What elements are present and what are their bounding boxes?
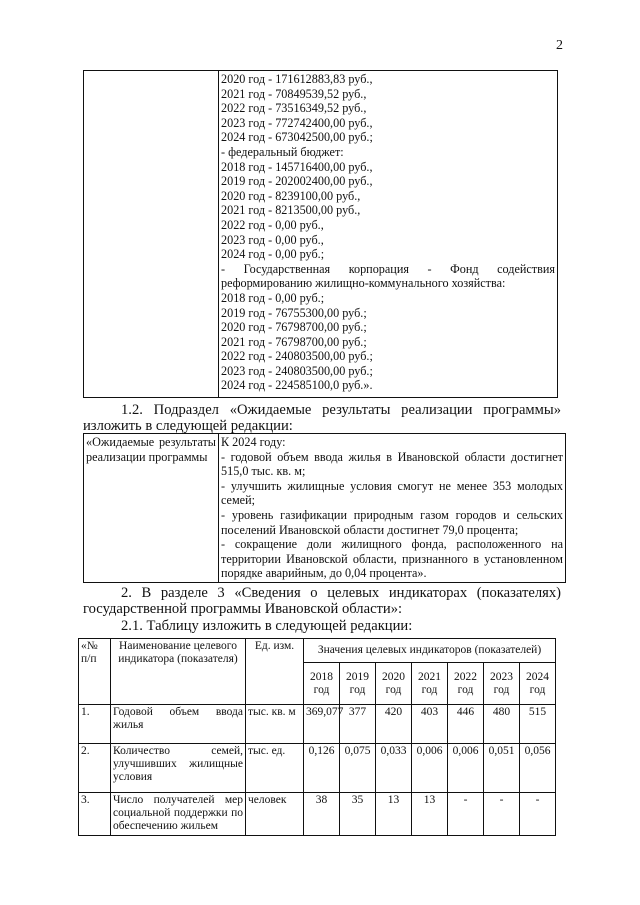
- funding-label-cell: [84, 71, 219, 398]
- row-num: 1.: [79, 705, 111, 744]
- header-unit: Ед. изм.: [246, 639, 304, 705]
- row-value: 403: [412, 705, 448, 744]
- row-value: 0,126: [304, 744, 340, 793]
- indicators-table: [78, 638, 556, 836]
- funding-line: 2021 год - 8213500,00 руб.,: [221, 203, 361, 218]
- row-value: 377: [340, 705, 376, 744]
- row-unit: тыс. ед.: [246, 744, 304, 793]
- row-name: Годовой объем ввода жилья: [111, 705, 246, 744]
- header-year: 2022 год: [448, 663, 484, 705]
- page-number: 2: [556, 38, 563, 53]
- row-name: Число получателей мер социальной поддержки по обеспечению жильем: [111, 793, 246, 836]
- header-year: 2021 год: [412, 663, 448, 705]
- section-2-1: 2.1. Таблицу изложить в следующей редакции:: [121, 618, 413, 634]
- section-2: 2. В разделе 3 «Сведения о целевых индикаторах (показателях) государственной программы Ивановской области»:: [83, 585, 561, 617]
- funding-line: 2021 год - 76798700,00 руб.;: [221, 334, 367, 349]
- row-value: 0,006: [448, 744, 484, 793]
- results-lines-cell: [219, 434, 566, 583]
- row-value: -: [484, 793, 520, 836]
- funding-line: 2018 год - 145716400,00 руб.,: [221, 159, 373, 174]
- row-value: 420: [376, 705, 412, 744]
- funding-line: 2019 год - 202002400,00 руб.,: [221, 174, 373, 189]
- table-row: [79, 793, 556, 836]
- funding-line: 2019 год - 76755300,00 руб.;: [221, 305, 367, 320]
- result-line: - сокращение доли жилищного фонда, расположенного на территории Ивановской области, признанного в установленном порядке аварийным, до 0,04 процента».: [221, 537, 563, 581]
- funding-line: 2023 год - 240803500,00 руб.;: [221, 363, 373, 378]
- header-year: 2024 год: [520, 663, 556, 705]
- table-row: [79, 744, 556, 793]
- row-value: 13: [376, 793, 412, 836]
- funding-line: 2020 год - 76798700,00 руб.;: [221, 320, 367, 335]
- funding-line: 2024 год - 673042500,00 руб.;: [221, 130, 373, 145]
- row-value: 0,051: [484, 744, 520, 793]
- funding-line: 2024 год - 0,00 руб.;: [221, 247, 325, 262]
- header-year: 2019 год: [340, 663, 376, 705]
- header-values: Значения целевых индикаторов (показателей): [304, 639, 556, 663]
- funding-line: 2023 год - 772742400,00 руб.,: [221, 115, 373, 130]
- funding-line: 2023 год - 0,00 руб.,: [221, 232, 324, 247]
- result-line: К 2024 году:: [221, 435, 286, 449]
- funding-table: [83, 70, 558, 398]
- row-value: 0,075: [340, 744, 376, 793]
- results-table: [83, 433, 566, 583]
- header-year: 2023 год: [484, 663, 520, 705]
- row-value: -: [520, 793, 556, 836]
- funding-line: 2018 год - 0,00 руб.;: [221, 290, 325, 305]
- row-value: 369,077: [304, 705, 340, 744]
- row-num: 2.: [79, 744, 111, 793]
- header-year: 2020 год: [376, 663, 412, 705]
- funding-line: - федеральный бюджет:: [221, 144, 344, 159]
- section-2-text: [83, 585, 561, 617]
- funding-line: 2021 год - 70849539,52 руб.,: [221, 86, 367, 101]
- result-line: - годовой объем ввода жилья в Ивановской области достигнет 515,0 тыс. кв. м;: [221, 449, 563, 479]
- row-value: 0,006: [412, 744, 448, 793]
- row-unit: тыс. кв. м: [246, 705, 304, 744]
- row-value: 0,056: [520, 744, 556, 793]
- row-value: 13: [412, 793, 448, 836]
- funding-line: 2020 год - 171612883,83 руб.,: [221, 72, 373, 86]
- row-value: 446: [448, 705, 484, 744]
- row-value: 38: [304, 793, 340, 836]
- header-num: «№ п/п: [79, 639, 111, 705]
- funding-lines-cell: [219, 71, 558, 398]
- results-label: «Ожидаемые результаты реализации программы: [84, 434, 219, 583]
- row-value: 35: [340, 793, 376, 836]
- section-1-2: 1.2. Подраздел «Ожидаемые результаты реализации программы» изложить в следующей редакции:: [83, 402, 561, 434]
- header-year: 2018 год: [304, 663, 340, 705]
- row-value: 0,033: [376, 744, 412, 793]
- row-value: -: [448, 793, 484, 836]
- row-unit: человек: [246, 793, 304, 836]
- result-line: - улучшить жилищные условия смогут не менее 353 молодых семей;: [221, 478, 563, 508]
- funding-line: 2024 год - 224585100,0 руб.».: [221, 378, 373, 393]
- row-num: 3.: [79, 793, 111, 836]
- funding-line: 2020 год - 8239100,00 руб.,: [221, 188, 361, 203]
- funding-line: 2022 год - 73516349,52 руб.,: [221, 101, 367, 116]
- row-value: 515: [520, 705, 556, 744]
- table-row: [79, 705, 556, 744]
- funding-line: 2022 год - 240803500,00 руб.;: [221, 349, 373, 364]
- funding-line: - Государственная корпорация - Фонд содействия реформированию жилищно-коммунального хозяйства:: [221, 261, 555, 291]
- funding-line: 2022 год - 0,00 руб.,: [221, 217, 324, 232]
- row-value: 480: [484, 705, 520, 744]
- row-name: Количество семей, улучшивших жилищные условия: [111, 744, 246, 793]
- header-name: Наименование целевого индикатора (показателя): [111, 639, 246, 705]
- section-1-2-text: [83, 402, 561, 434]
- result-line: - уровень газификации природным газом городов и сельских поселений Ивановской области достигнет 79,0 процента;: [221, 507, 563, 537]
